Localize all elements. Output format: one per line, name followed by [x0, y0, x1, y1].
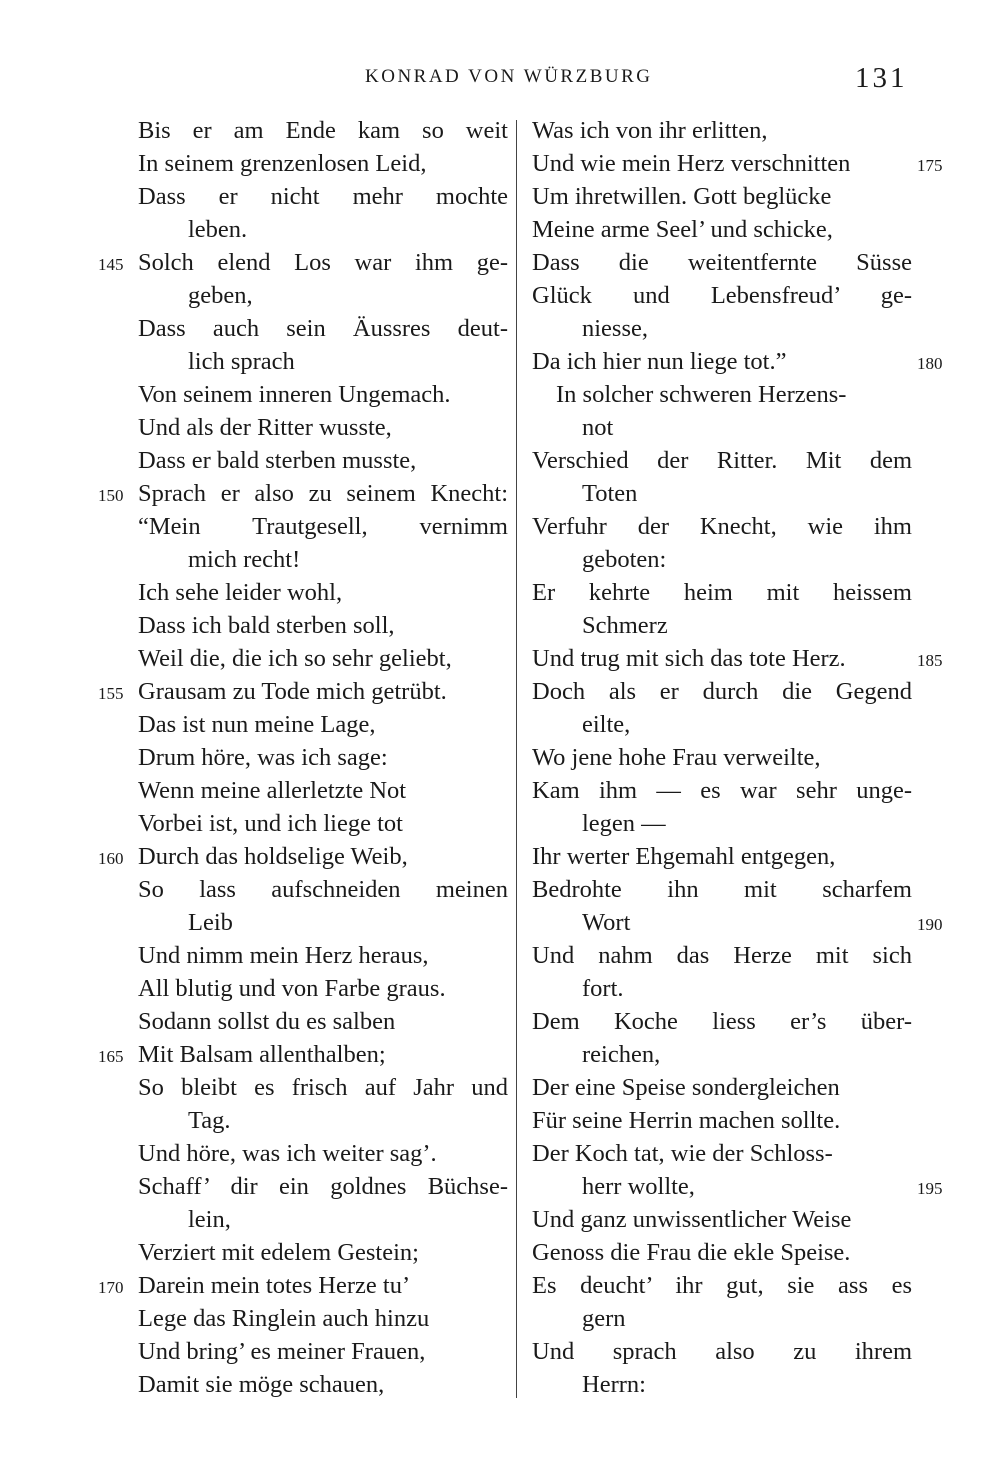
verse-line: geben, [188, 282, 253, 309]
line-number: 180 [917, 354, 943, 373]
verse-line: Und höre, was ich weiter sag’. [138, 1140, 437, 1167]
verse-line: Für seine Herrin machen sollte. [532, 1107, 841, 1134]
verse-line: Dass ich bald sterben soll, [138, 612, 395, 639]
verse-line: “Mein Trautgesell, vernimm [138, 513, 508, 540]
line-number: 165 [98, 1047, 124, 1066]
verse-line: Und als der Ritter wusste, [138, 414, 392, 441]
verse-line: Bis er am Ende kam so weit [138, 117, 508, 144]
verse-line: Verfuhr der Knecht, wie ihm [532, 513, 912, 540]
verse-line: niesse, [582, 315, 648, 342]
line-number: 195 [917, 1179, 943, 1198]
column-divider [516, 120, 517, 1398]
verse-line: Dass die weitentfernte Süsse [532, 249, 912, 276]
verse-line: fort. [582, 975, 624, 1002]
verse-line: not [582, 414, 614, 441]
verse-line: Dass er bald sterben musste, [138, 447, 417, 474]
verse-line: gern [582, 1305, 626, 1332]
verse-line: lein, [188, 1206, 231, 1233]
verse-line: In solcher schweren Herzens- [556, 381, 847, 408]
verse-line: Und nahm das Herze mit sich [532, 942, 912, 969]
verse-line: lich sprach [188, 348, 295, 375]
line-number: 175 [917, 156, 943, 175]
verse-line: Wo jene hohe Frau verweilte, [532, 744, 821, 771]
verse-line: Der Koch tat, wie der Schloss- [532, 1140, 833, 1167]
verse-line: Von seinem inneren Ungemach. [138, 381, 451, 408]
verse-line: 190 Wort [532, 906, 912, 939]
verse-line: So lass aufschneiden meinen [138, 876, 508, 903]
verse-line: Er kehrte heim mit heissem [532, 579, 912, 606]
verse-line: Weil die, die ich so sehr geliebt, [138, 645, 452, 672]
page-header [0, 62, 1000, 102]
verse-line: Und bring’ es meiner Frauen, [138, 1338, 426, 1365]
running-title: KONRAD VON WÜRZBURG [365, 66, 653, 87]
verse-line: Dass auch sein Äussres deut- [138, 315, 508, 342]
verse-line: Und ganz unwissentlicher Weise [532, 1206, 852, 1233]
verse-line: All blutig und von Farbe graus. [138, 975, 446, 1002]
verse-line: Und sprach also zu ihrem [532, 1338, 912, 1365]
verse-line: Wenn meine allerletzte Not [138, 777, 407, 804]
verse-line: Meine arme Seel’ und schicke, [532, 216, 833, 243]
verse-line: 155 Grausam zu Tode mich getrübt. [138, 675, 508, 708]
verse-line: Ihr werter Ehgemahl entgegen, [532, 843, 836, 870]
verse-line: leben. [188, 216, 248, 243]
line-number: 155 [98, 684, 124, 703]
verse-line: Schaff’ dir ein goldnes Büchse- [138, 1173, 508, 1200]
verse-line: Dem Koche liess er’s über- [532, 1008, 912, 1035]
page-number: 131 [855, 62, 908, 94]
verse-line: Verschied der Ritter. Mit dem [532, 447, 912, 474]
verse-line: In seinem grenzenlosen Leid, [138, 150, 427, 177]
verse-line: Glück und Lebensfreud’ ge- [532, 282, 912, 309]
verse-line: Genoss die Frau die ekle Speise. [532, 1239, 851, 1266]
right-column [532, 114, 943, 1401]
verse-line: Um ihretwillen. Gott beglücke [532, 183, 832, 210]
verse-line: Tag. [188, 1107, 231, 1134]
line-number: 150 [98, 486, 124, 505]
verse-line: 160 Durch das holdselige Weib, [138, 840, 508, 873]
verse-line: So bleibt es frisch auf Jahr und [138, 1074, 508, 1101]
verse-line: Leib [188, 909, 233, 936]
verse-line: Toten [582, 480, 638, 507]
verse-line: Schmerz [582, 612, 668, 639]
verse-line: Doch als er durch die Gegend [532, 678, 912, 705]
verse-line: Lege das Ringlein auch hinzu [138, 1305, 430, 1332]
verse-line: Herrn: [582, 1371, 646, 1398]
verse-line: geboten: [582, 546, 667, 573]
verse-line: 170 Darein mein totes Herze tu’ [138, 1269, 508, 1302]
line-number: 145 [98, 255, 124, 274]
verse-line: Bedrohte ihn mit scharfem [532, 876, 912, 903]
verse-line: reichen, [582, 1041, 661, 1068]
verse-line: Ich sehe leider wohl, [138, 579, 343, 606]
verse-line: eilte, [582, 711, 631, 738]
verse-line: Und nimm mein Herz heraus, [138, 942, 429, 969]
verse-line: 145 Solch elend Los war ihm ge- [138, 246, 508, 279]
verse-line: 195 herr wollte, [532, 1170, 912, 1203]
verse-line: 175 Und wie mein Herz verschnitten [532, 147, 912, 180]
line-number: 170 [98, 1278, 124, 1297]
verse-line: Was ich von ihr erlitten, [532, 117, 768, 144]
verse-line: Es deucht’ ihr gut, sie ass es [532, 1272, 912, 1299]
verse-line: legen — [582, 810, 666, 837]
left-column [98, 114, 508, 1401]
line-number: 190 [917, 915, 943, 934]
verse-line: Damit sie möge schauen, [138, 1371, 385, 1398]
verse-line: Sodann sollst du es salben [138, 1008, 396, 1035]
verse-line: Dass er nicht mehr mochte [138, 183, 508, 210]
verse-line: Verziert mit edelem Gestein; [138, 1239, 419, 1266]
verse-line: Drum höre, was ich sage: [138, 744, 388, 771]
verse-line: Das ist nun meine Lage, [138, 711, 376, 738]
verse-line: Vorbei ist, und ich liege tot [138, 810, 403, 837]
verse-line: Kam ihm — es war sehr unge- [532, 777, 912, 804]
verse-line: 185 Und trug mit sich das tote Herz. [532, 642, 912, 675]
line-number: 160 [98, 849, 124, 868]
line-number: 185 [917, 651, 943, 670]
verse-line: 180 Da ich hier nun liege tot.” [532, 345, 912, 378]
verse-line: 150 Sprach er also zu seinem Knecht: [138, 477, 508, 510]
verse-line: 165 Mit Balsam allenthalben; [138, 1038, 508, 1071]
verse-line: mich recht! [188, 546, 301, 573]
verse-line: Der eine Speise sondergleichen [532, 1074, 840, 1101]
